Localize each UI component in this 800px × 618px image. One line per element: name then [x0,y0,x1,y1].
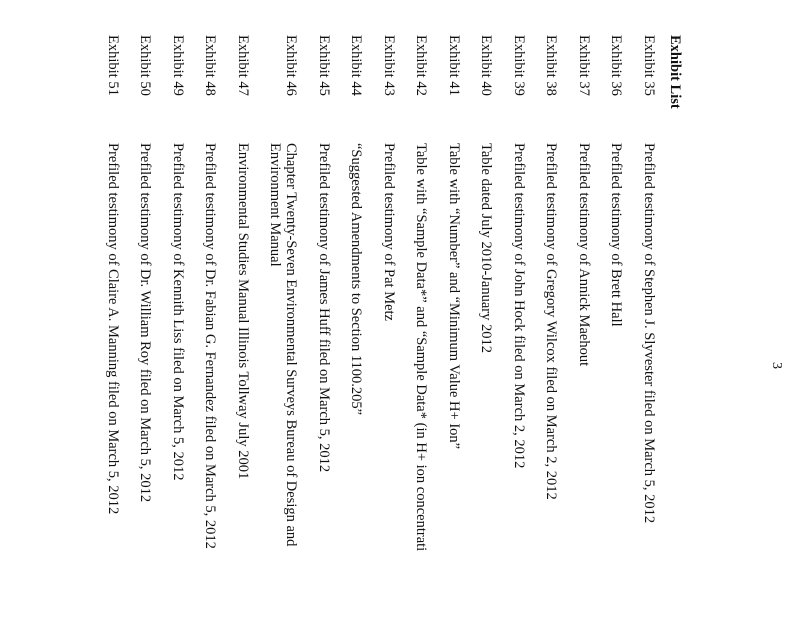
exhibit-number: Exhibit 51 [105,35,121,96]
exhibit-number: Exhibit 48 [202,35,219,96]
exhibit-number: Exhibit 47 [235,35,251,96]
exhibit-row [105,35,121,615]
exhibit-number: Exhibit 42 [413,35,430,96]
exhibit-description: Prefiled testimony of Kennith Liss filed on March 5, 2012 [170,143,186,481]
exhibit-description: Prefiled testimony of Pat Metz [381,143,397,321]
exhibit-number: Exhibit 37 [576,35,592,96]
exhibit-row [576,35,592,615]
exhibit-row [268,35,300,615]
exhibit-number: Exhibit 49 [170,35,186,96]
exhibit-row [235,35,251,615]
page-number: 3 [769,362,784,369]
exhibit-number: Exhibit 50 [137,35,154,96]
exhibit-list-heading: Exhibit List [667,35,683,109]
exhibit-row [138,35,154,615]
exhibit-number: Exhibit 40 [478,35,495,96]
exhibit-number: Exhibit 36 [608,35,625,96]
exhibit-row [544,35,560,615]
exhibit-row [381,35,397,615]
exhibit-description: Prefiled testimony of Brett Hall [608,143,625,327]
exhibit-row [316,35,332,615]
exhibit-row [446,35,462,615]
exhibit-description: Table with “Number” and “Minimum Value H+ Ion” [446,143,462,450]
exhibit-description: Prefiled testimony of Dr. William Roy filed on March 5, 2012 [137,143,154,503]
exhibit-description: Prefiled testimony of Claire A. Manning filed on March 5, 2012 [105,143,121,515]
exhibit-row [511,35,527,615]
exhibit-description: Environmental Studies Manual Illinois Tollway July 2001 [235,143,251,480]
exhibit-number: Exhibit 39 [511,35,527,96]
exhibit-row [170,35,186,615]
exhibit-row [609,35,625,615]
exhibit-number: Exhibit 41 [446,35,462,96]
exhibit-number: Exhibit 38 [543,35,560,96]
exhibit-row [641,35,657,615]
exhibit-description: Prefiled testimony of Dr. Fabian G. Fernandez filed on March 5, 2012 [202,143,219,549]
exhibit-description: “Suggested Amendments to Section 1100.205” [348,143,365,416]
exhibit-number: Exhibit 35 [641,35,657,96]
exhibit-description: Prefiled testimony of Annick Maehout [576,143,592,367]
exhibit-row [414,35,430,615]
exhibit-number: Exhibit 44 [348,35,365,96]
exhibit-row [349,35,365,615]
exhibit-number: Exhibit 45 [316,35,332,96]
exhibit-description: Chapter Twenty-Seven Environmental Surveys Bureau of Design and Environment Manual [267,143,300,547]
exhibit-number: Exhibit 46 [283,35,300,96]
exhibit-description: Table with “Sample Data*” and “Sample Data* (in H+ ion concentrati [413,143,430,552]
exhibit-row [479,35,495,615]
exhibit-description: Prefiled testimony of James Huff filed on March 5, 2012 [316,143,332,473]
exhibit-description: Prefiled testimony of Gregory Wilcox filed on March 2, 2012 [543,143,560,500]
exhibit-description: Table dated July 2010-January 2012 [478,143,495,353]
exhibit-description: Prefiled testimony of Stephen J. Slyvester filed on March 5, 2012 [641,143,657,524]
exhibit-list [89,35,658,615]
exhibit-number: Exhibit 43 [381,35,397,96]
exhibit-row [203,35,219,615]
exhibit-description: Prefiled testimony of John Hock filed on March 2, 2012 [511,143,527,469]
